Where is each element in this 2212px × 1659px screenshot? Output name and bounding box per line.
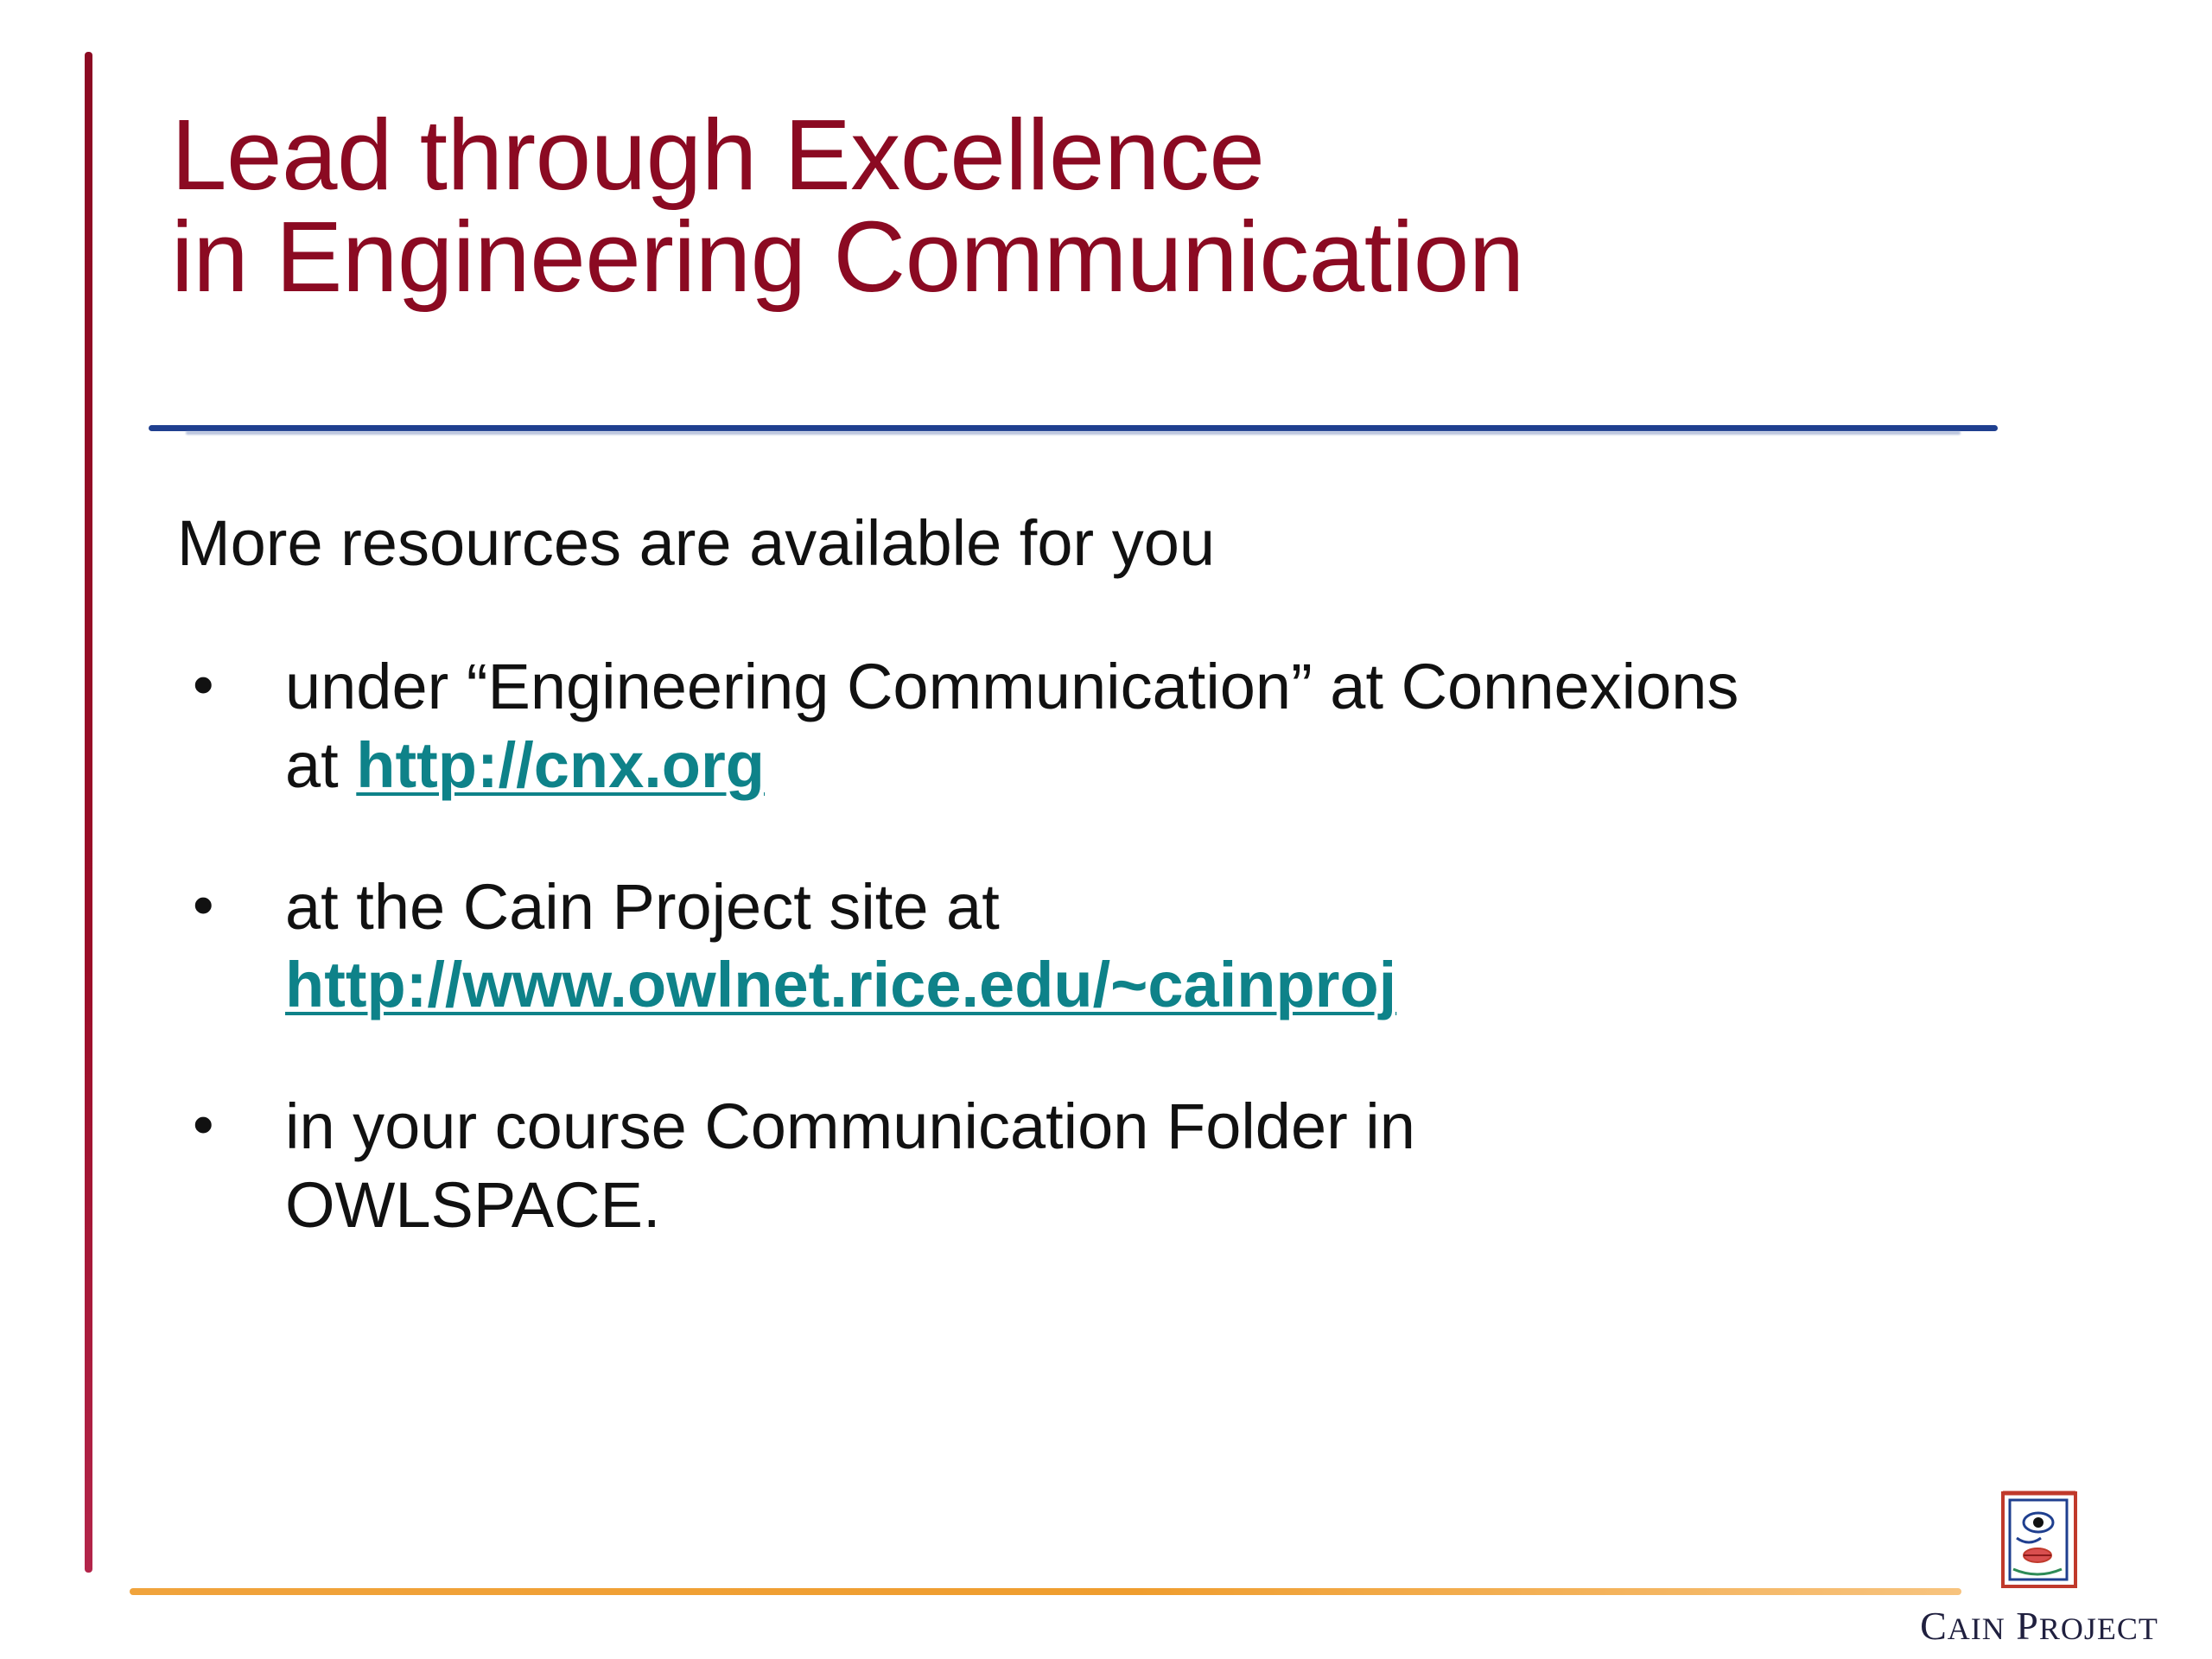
bullet-icon: • (193, 651, 214, 719)
left-accent-bar (85, 52, 92, 1573)
logo-word-cain: C (1920, 1604, 1948, 1648)
slide-body (177, 505, 2009, 1308)
title-divider (149, 422, 1998, 434)
bullet-text (285, 648, 1754, 804)
bullet-icon: • (193, 1090, 214, 1159)
title-divider-main (149, 425, 1998, 431)
bullet-text (285, 1088, 1754, 1244)
cain-project-logo (1884, 1486, 2195, 1650)
bullet-icon: • (193, 870, 214, 938)
logo-word-cain-rest: AIN (1947, 1611, 2005, 1646)
page-title (171, 99, 1986, 314)
list-item (177, 648, 2009, 804)
link-cainproj[interactable]: http://www.owlnet.rice.edu/~cainproj (285, 949, 1397, 1021)
bullet-text (285, 868, 1754, 1025)
list-item (177, 868, 2009, 1025)
bullet-text-before: at the Cain Project site at (285, 870, 1000, 943)
lead-line: More resources are available for you (177, 507, 1216, 579)
logo-word-project-rest: ROJECT (2038, 1611, 2158, 1646)
footer-divider (130, 1588, 1961, 1595)
logo-wordmark (1884, 1603, 2195, 1649)
title-line-2: in Engineering Communication (171, 200, 1524, 314)
face-icon (1987, 1486, 2091, 1597)
list-item (177, 1088, 2009, 1244)
link-cnx[interactable]: http://cnx.org (356, 728, 766, 801)
bullet-text-before: in your course Communication Folder in OWLSPACE. (285, 1090, 1415, 1241)
title-line-1: Lead through Excellence (171, 99, 1265, 211)
logo-word-project: P (2016, 1604, 2039, 1648)
title-divider-shadow (186, 431, 1961, 435)
bullet-text-before: under “Engineering Communication” at Connexions at (285, 651, 1739, 801)
